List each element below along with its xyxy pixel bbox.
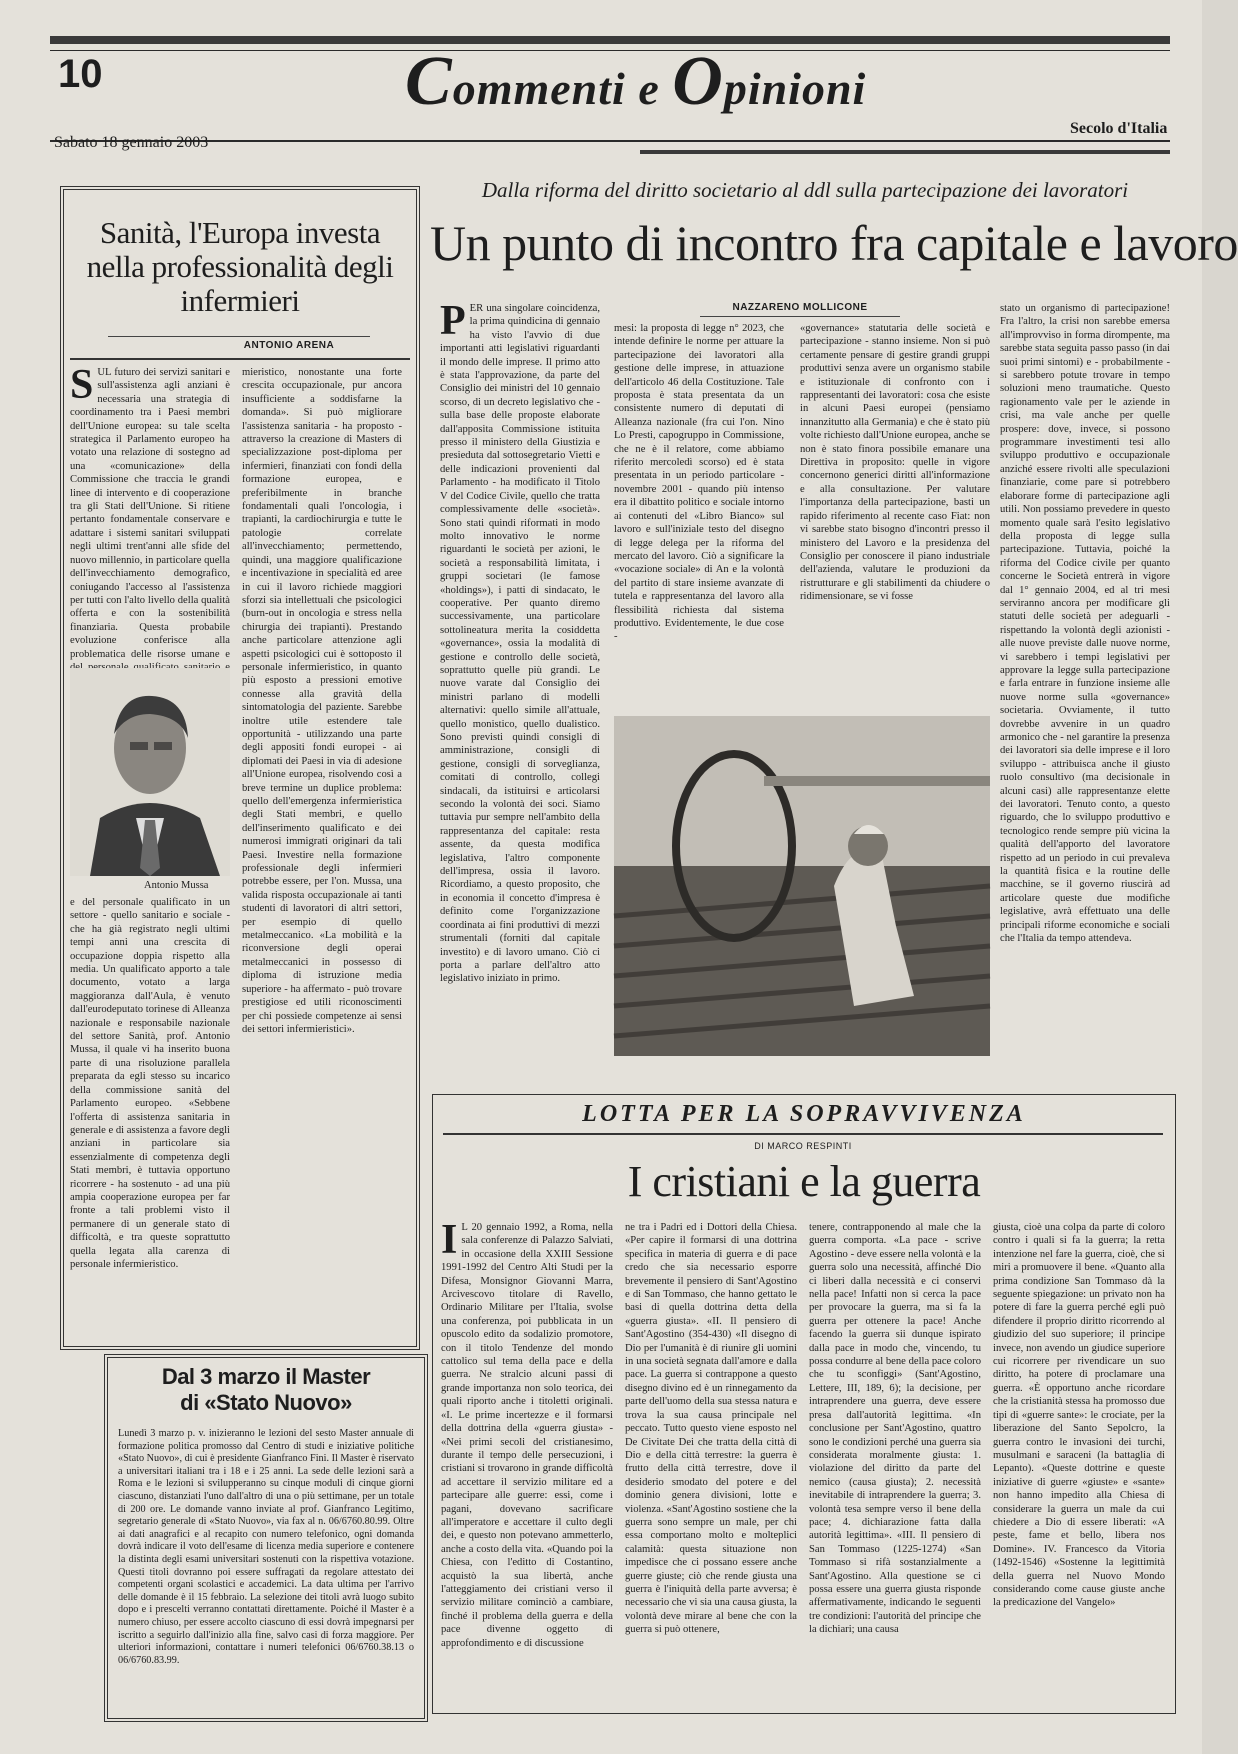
- header-rule-bottom-2: [640, 150, 1170, 154]
- bottom-article-column-4: [993, 1221, 1165, 1707]
- main-article-column-3: [800, 322, 990, 706]
- page-number: 10: [58, 52, 103, 96]
- section-title-part-2: pinioni: [723, 63, 867, 114]
- left-article-headline: Sanità, l'Europa investa nella professionalità degli infermieri: [86, 215, 394, 318]
- master-box-body: [118, 1428, 414, 1710]
- portrait-photo: [70, 668, 230, 876]
- bottom-article-col4-text: giusta, cioè una colpa da parte di coloro contro i quali si fa la guerra; la retta intenzione nel fare la guerra, cioè, che si miri a promuovere il bene. «Quanto alla prima condizione San Tommaso dà la seguente spiegazione: un privato non ha potere di fare la guerra perché egli può difendere il proprio diritto ricorrendo al giudizio del suo superiore; il principe invece, non avendo un giudice superiore cui ricorrere per rivendicare un suo diritto, ha potere di proclamare una guerra. «È opportuno anche ricordare che la cristianità stessa ha promosso due tipi di «guerre sante»: le crociate, per la liberazione del Santo Sepolcro, la guerra contro le invasioni dei turchi, musulmani e saraceni (la battaglia di Lepanto). «Queste dottrine e queste iniziative di guerre «giuste» e «sante» non hanno impedito alla Chiesa di considerare la guerra un male da cui chiedere a Dio di essere liberati: «A peste, fame et bello, libera nos Domine». IV. Francesco da Vitoria (1492-1546) «Sostenne la legittimità della guerra nel Nuovo Mondo considerando come cause giuste anche la predicazione del Vangelo»: [993, 1222, 1165, 1609]
- bottom-article-kicker: LOTTA PER LA SOPRAVVIVENZA: [582, 1101, 1026, 1127]
- section-title-cap-c: C: [405, 43, 453, 120]
- main-article-column-2: [614, 322, 784, 706]
- bottom-article-col1-text: L 20 gennaio 1992, a Roma, nella sala conferenze di Palazzo Salviati, in occasione della XXIII Sessione 1991-1992 del Centro Alti Studi per la Difesa, Monsignor Giovanni Marra, Arcivescovo titolare di Ravello, Ordinario Militare per l'Italia, svolse una conferenza, poi pubblicata in un opuscolo edito da sodalizio promotore, con il titolo Tendenze del mondo cattolico sul tema della pace e della guerra. Ne stralcio alcuni passi di grande importanza non solo teorica, dei quali riporto anche i titoletti originali. «I. Le prime incertezze e il formarsi della dottrina della «guerra giusta» - «Nei primi secoli del cristianesimo, durante il tempo delle persecuzioni, i cristiani si trovarono in grande difficoltà ad accettare il servizio militare ed a partecipare alle guerre: essi, come i pagani, dovevano sacrificare all'imperatore e accettare il culto degli dei, e questo non potevano ammetterlo, anche a costo della vita. «Quando poi la Chiesa, con l'editto di Costantino, acquistò la sua libertà, anche l'atteggiamento dei cristiani verso il servizio militare cominciò a cambiare, finché il problema della guerra e della pace divenne oggetto di approfondimento e di discussione: [441, 1222, 613, 1649]
- main-article-photo: [614, 716, 990, 1056]
- bottom-article-column-2: [625, 1221, 797, 1707]
- bottom-article-headline: I cristiani e la guerra: [627, 1157, 981, 1206]
- bottom-article-col2-text: ne tra i Padri ed i Dottori della Chiesa. «Per capire il formarsi di una dottrina specifica in materia di guerra e di pace credo che sia necessario esporre brevemente il pensiero di Sant'Agostino e di San Tommaso, che hanno gettato le basi di quella dottrina detta della «guerra giusta». «II. Il pensiero di Sant'Agostino (354-430) «Il disegno di Dio per l'umanità è di riunire gli uomini in una società segnata dall'amore e dalla pace. La guerra si contrappone a questo disegno divino ed è un rinnegamento da parte dell'uomo della sua stessa natura e trova la sua causa principale nel peccato. Tutto questo viene esposto nel De Civitate Dei che tratta della città di Dio e della città terrestre: la guerra è frutto della città terrestre, dove il desiderio smodato del potere e del dominio genera divisioni, lotte e violenza. «Sant'Agostino sostiene che la guerra sono sempre un male, per chi essa comportano molto e molteplici calamità: questa situazione non impedisce che ci possano essere anche guerre giuste; ciò che rende giusta una guerra è l'iniquità della parte avversa; è necessario che vi sia una causa giusta, la volontà deve mirare al bene che con la guerra si può ottenere,: [625, 1222, 797, 1636]
- main-byline-rule: [700, 316, 900, 317]
- bottom-article-column-1: [441, 1217, 613, 1707]
- left-article-column-2: [242, 366, 402, 1336]
- newspaper-name: Secolo d'Italia: [1070, 120, 1168, 137]
- portrait-caption: Antonio Mussa: [144, 880, 209, 891]
- bottom-kicker-rule: [443, 1133, 1163, 1135]
- bottom-article-col3-text: tenere, contrapponendo al male che la guerra comporta. «La pace - scrive Agostino - deve essere nella volontà e la guerra solo una necessità, affinché Dio ci liberi dalla necessità e ci conservi nella pace! Infatti non si cerca la pace per provocare la guerra, ma si fa la guerra per ottenere la pace! Anche facendo la guerra sii dunque ispirato dalla pace in modo che, vincendo, tu possa condurre al bene della pace coloro che tu sconfiggi» (Sant'Agostino, Lettere, III, 189, 6); la decisione, per intraprendere una guerra, deve essere presa dall'autorità legittima. «In conclusione per Sant'Agostino, quattro sono le condizioni perché una guerra sia considerata moralmente giusta: 1. violazione del diritto da parte del nemico (causa giusta); 2. necessità inevitabile di intraprendere la guerra; 3. volontà tesa sempre verso il bene della pace; 4. dichiarazione fatta dalla autorità legittima». «III. Il pensiero di San Tommaso (1225-1274) «San Tommaso si rifà sostanzialmente a Sant'Agostino. Alla questione se ci possa essere una guerra giusta risponde affermativamente, indicando le seguenti tre condizioni: l'autorità del principe che la dichiari; una causa: [809, 1222, 981, 1636]
- left-dropcap: S: [70, 362, 94, 408]
- left-article-col1-text: UL futuro dei servizi sanitari e sull'assistenza agli anziani è necessaria una strategia di coordinamento tra i Paesi membri dell'Unione europea: su tale scelta strategica il Parlamento europeo ha votato una relazione di sostegno ad una «comunicazione» della Commissione che traccia le grandi linee di intervento e di cooperazione tra gli Stati dell'Unione. Si ritiene pertanto fondamentale conservare e adattare i sistemi sanitari sviluppati negli ultimi trent'anni alle sfide del nuovo millennio, in particolare quella dell'invecchiamento demografico, coniugando l'accesso al l'assistenza per tutti con l'alto livello della qualità offerta e con la sostenibilità finanziaria. Questa probabile evoluzione conferisce alla problematica delle risorse umane e: [70, 367, 230, 660]
- bottom-dropcap: I: [441, 1217, 458, 1263]
- left-article-column-1: [70, 362, 230, 666]
- master-box-headline: [114, 1364, 418, 1416]
- main-article-author: NAZZARENO MOLLICONE: [732, 302, 868, 313]
- main-article-col4-text: stato un organismo di partecipazione! Fra l'altro, la crisi non sarebbe emersa all'improvviso in forma dirompente, ma sarebbe stata seguita passo passo (in dai suoi primi sintomi) e - probabilmente - si sarebbero potute trovare in tempo soluzioni meno traumatiche. Questo ragionamento vale per le aziende in crisi, ma vale anche per quelle prospere: dove, invece, si possono programmare investimenti tesi allo sviluppo produttivo e occupazionale anziché essere rivolti alle speculazioni finanziarie, come pare si potrebbero elaborare forme di partecipazione agli utili. Non possiamo prevedere in questo momento quale sarà l'esito legislativo della proposta di legge sulla partecipazione. Tuttavia, poiché la riforma del Codice civile per quanto concerne le Società entrerà in vigore dal 1° gennaio 2004, ed al tri mesi serviranno ancora per modificare gli statuti delle società per adeguarli - rispettando la volontà degli azionisti - alle nuove previste dalle nuove norme, vi sarebbero i tempi legislativi per approvare la legge sulla partecipazione e farla entrare in funzione insieme alle nuove norme sulla «governance» societaria. Ovviamente, il tutto dovrebbe avvenire in un quadro armonico che - nel garantire la presenza dei lavoratori sia delle imprese e il loro sviluppo - attribuisca anche il giusto ruolo consultivo (ma decisionale in alcuni casi) alle rappresentanze elette dei lavoratori. Tenuto conto, a questo riguardo, che lo sviluppo produttivo e tecnologico rende sempre più vicina la qualità dell'apporto del lavoratore rispetto ad un periodo in cui prevaleva la quantità fisica e la routine delle macchine, se il governo riuscirà ad articolare queste due modifiche legislative, avrà effettuato una delle principali riforme economiche e sociali che l'Italia da tempo attendeva.: [1000, 303, 1170, 945]
- bottom-article-author: DI MARCO RESPINTI: [754, 1141, 852, 1151]
- left-headline-rule: [108, 336, 370, 337]
- main-dropcap: P: [440, 298, 466, 344]
- left-article-column-1-bottom: [70, 896, 230, 1336]
- master-box-body-text: Lunedì 3 marzo p. v. inizieranno le lezioni del sesto Master annuale di formazione politica promosso dal Centro di studi e iniziative politiche «Stato Nuovo», di cui è presidente Gianfranco Fini. Il Master è riservato a universitari italiani tra i 18 e i 25 anni. La sede delle lezioni sarà a Roma e le lezioni si svilupperanno su cinque moduli di cinque giorni ciascuno, distanziati l'uno dall'altro di una o più settimane, per un totale di 200 ore. Le domande vanno inviate al prof. Gianfranco Legitimo, segretario generale di «Stato Nuovo», via fax al n. 06/6760.80.99. Oltre ai dati anagrafici e al recapito con numero telefonico, ogni domanda dovrà indicare il voto dell'esame di licenza media superiore e contenere la distinta degli esami universitari sostenuti con la rispettiva votazione. Questi titoli dovranno poi essere suffragati da regolare attestato dei competenti organi scolastici e accademici. La data ultima per l'arrivo delle domande è il 15 febbraio. La selezione dei titoli avrà luogo subito dopo e i prescelti verranno contattati direttamente. Poiché il Master è a numero chiuso, per essere accolto ciascuno di essi dovrà impegnarsi per iscritto a seguirlo dall'inizio alla fine, salvo casi di forza maggiore. Per ulteriori informazioni, contattare i numeri telefonici 06/6760.38.13 o 06/6760.83.99.: [118, 1428, 414, 1666]
- left-article-col1-bottom-text: e del personale qualificato in un settore - quello sanitario e sociale - che ha già registrato negli ultimi tempi anni una crescita di occupazione doppia rispetto alla media. Un qualificato apporto a tale documento, votato a larga maggioranza dall'Aula, è venuto dall'eurodeputato torinese di Alleanza nazionale e responsabile nazionale del settore Sanità, prof. Antonio Mussa, il quale vi ha inserito buona parte di una risoluzione parallela preparata da egli stesso su incarico della commissione sanità del Parlamento europeo. «Sebbene l'offerta di assistenza sanitaria in generale e di assistenza a favore degli anziani in particolare sia essenzialmente di competenza degli Stati membri, è tuttavia opportuno ricorrere - ha sostenuto - ad una più ampia cooperazione europea per far fronte a tali problemi visto il permanere di un generale stato di difficoltà, e tra queste soprattutto quella legata alla carenza di personale infermieristico.: [70, 897, 231, 1270]
- top-rule: [50, 36, 1170, 44]
- main-article-headline: Un punto di incontro fra capitale e lavoro: [430, 215, 1238, 271]
- left-article-box: [60, 186, 420, 1350]
- issue-date: Sabato 18 gennaio 2003: [54, 134, 209, 151]
- main-article-col1-text: ER una singolare coincidenza, la prima quindicina di gennaio ha visto l'avvio di due importanti atti legislativi riguardanti il mondo delle imprese. Il primo atto è stata l'approvazione, da parte del Consiglio dei ministri del 10 gennaio scorso, di un decreto legislativo che - sulla base delle proposte elaborate dall'apposita Commissione istituita presso il ministero della Giustizia e presieduta dal sottosegretario Vietti e delle indicazioni provenienti dal Parlamento - ha modificato il Titolo V del Codice Civile, quello che tratta complessivamente delle «società». Sono stati quindi riformati in modo molto innovativo le norme riguardanti le società per azioni, le società a responsabilità limitata, i gruppi societari (le famose «holdings»), i patti di sindacato, le cooperative. Per quanto diremo successivamente, una particolare sottolineatura merita la cosiddetta «governance», ossia la modalità di gestione e controllo delle società, soprattutto quelle più grandi. Le nuove varate dal Consiglio dei ministri parlano di modelli alternativi: quello simile all'attuale, quello monistico, quello dualistico. Sono previsti quindi consigli di amministrazione, consigli di gestione, consigli di sorveglianza, comitati di controllo, collegi sindacali, da istituirsi e articolarsi secondo la volontà dei soci. Siamo tuttavia pur sempre nell'ambito della rappresentanza del capitale: resta assente, da questa modifica legislativa, l'altro componente dell'impresa, ossia il lavoro. Ricordiamo, a questo proposito, che in economia il concetto d'impresa è definito come l'organizzazione coordinata ai fini produttivi di mezzi strumentali (forniti dal capitale investito) e di lavoro umano. Ciò ci porta a parlare dell'altro atto legislativo iniziato in primo.: [440, 303, 600, 985]
- main-article-column-4: [1000, 302, 1170, 1060]
- section-title-part-1: ommenti e: [452, 63, 673, 114]
- section-title-cap-o: O: [672, 43, 724, 120]
- main-article-col3-text: «governance» statutaria delle società e partecipazione - stanno insieme. Non si può certamente pensare di gestire grandi gruppi produttivi senza avere un organismo stabile e istituzionale di confronto con i rappresentanti dei lavoratori: cosa che esiste in alcuni Paesi europei (pensiamo innanzitutto alla Germania) e che è stato più volte richiesto dall'Unione europea, anche se non è stato finora possibile emanare una Direttiva in proposito: quelle in vigore concernono generici diritti all'informazione e alla consultazione. Per valutare l'importanza della partecipazione, basti un rapido riferimento al recente caso Fiat: non vi sarebbe stato bisogno d'incontri presso il ministero del Lavoro e la presidenza del Consiglio per conoscere il piano industriale dell'azienda, valutare le produzioni da ristrutturare e gli stabilimenti da chiudere o ridimensionare, se vi fosse: [800, 323, 990, 603]
- left-article-author: ANTONIO ARENA: [243, 340, 335, 351]
- worker-photo-figure: [614, 716, 990, 1056]
- left-article-col2-text: mieristico, nonostante una forte crescita occupazionale, pur ancora insufficiente a soddisfarne la domanda». Si può migliorare l'assistenza sanitaria - ha proposto - attraverso la creazione di Masters di specializzazione post-diploma per infermieri, finanziati con fondi della formazione europea, e preferibilmente in branche fondamentali quali l'oncologia, i trapianti, la cardiochirurgia e tutte le patologie correlate all'invecchiamento; permettendo, quindi, una maggiore qualificazione e incentivazione in specialità ed aree in cui il lavoro richiede maggiori sforzi sia intellettuali che psicologici (burn-out in oncologia e stress nella chirurgia dei trapianti). Prestando anche particolare attenzione agli aspetti psicologici cui è sottoposto il personale infermieristico, in quanto più esposto a pressioni emotive connesse alla gravità della sintomatologia del paziente. Sarebbe inoltre utile estendere tale opportunità - utilizzando una parte degli appositi fondi europei - ai diplomati dei Paesi in via di adesione all'Unione europea, risolvendo così a breve termine un duplice problema: quello dell'emergenza infermieristica degli Stati membri, e quello dell'inserimento qualificato e dei numerosi immigrati originari da tali Paesi. Investire nella formazione professionale degli infermieri potrebbe essere, per l'on. Mussa, una valida risposta occupazionale ai tanti studenti di lavoratori di altri settori, per esempio di quello metalmeccanico. «La mobilità e la riconversione degli operai metalmeccanici in possesso di diploma di istruzione media superiore - ha affermato - può trovare prestigiose ed utili riconoscimenti per chi possiede competenze ai sensi dei settori infermieristici».: [242, 367, 402, 1035]
- main-article-column-1: [440, 298, 600, 1060]
- main-article-kicker: Dalla riforma del diritto societario al ddl sulla partecipazione dei lavoratori: [481, 178, 1129, 202]
- bottom-article-box: [432, 1094, 1176, 1714]
- master-box: [104, 1354, 428, 1722]
- bottom-article-column-3: [809, 1221, 981, 1707]
- section-title: [405, 43, 867, 120]
- portrait-figure: [70, 668, 230, 876]
- master-headline-line-1: Dal 3 marzo il Master: [161, 1364, 371, 1389]
- master-headline-line-2: di «Stato Nuovo»: [180, 1390, 352, 1415]
- header-rule-thin: [50, 50, 1170, 51]
- header-rule-bottom: [50, 140, 1170, 142]
- main-article-col2-text: mesi: la proposta di legge n° 2023, che intende definire le norme per attuare la partecipazione dei lavoratori alla gestione delle imprese, in attuazione dell'articolo 46 della Costituzione. Tale proposta è stata presentata da un consistente numero di deputati di Alleanza nazionale (fra cui l'on. Nino Lo Presti, capogruppo in Commissione, che ne è il relatore, come abbiamo riferito mercoledì scorso) ed è stata presentata in un periodo particolare - novembre 2001 - quando più intenso era il dibattito politico e sociale intorno ai contenuti del «Libro Bianco» sul lavoro e sull'iniziale testo del disegno di legge delega per la riforma del mercato del lavoro. Ciò a significare la «vocazione sociale» di An e la volontà del partito di stare insieme avanzate di tutela e rappresentanza del lavoro alla flessibilità richiesta dal sistema produttivo. Evidentemente, le due cose -: [614, 323, 784, 643]
- left-byline-rule: [70, 358, 410, 360]
